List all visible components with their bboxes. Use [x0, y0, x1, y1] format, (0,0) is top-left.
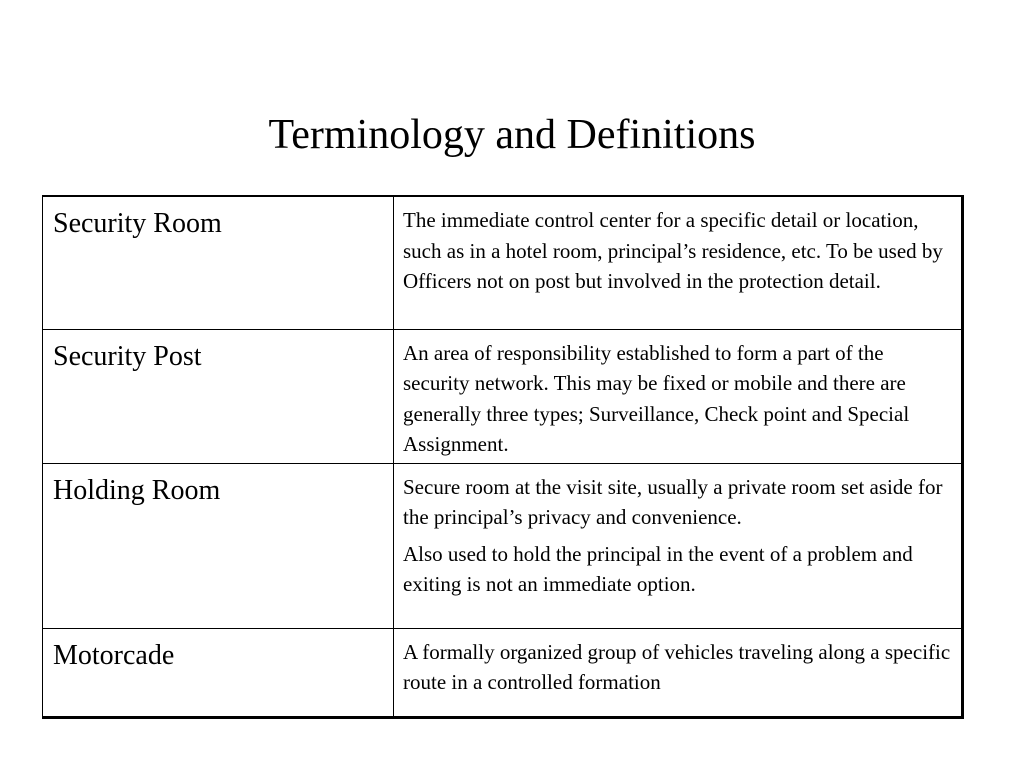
table-row	[43, 196, 963, 329]
definition-cell	[394, 463, 963, 628]
table-row	[43, 463, 963, 628]
definition-text: An area of responsibility established to form a part of the security network. This may be fixed or mobile and there are generally three types; Surveillance, Check point and Special Assignment.	[403, 340, 910, 456]
definition-cell	[394, 628, 963, 717]
definition-cell	[394, 196, 963, 329]
term-cell: Motorcade	[43, 628, 394, 717]
term-cell: Security Post	[43, 329, 394, 463]
slide-title: Terminology and Definitions	[268, 112, 756, 158]
term-cell: Security Room	[43, 196, 394, 329]
definition-text: Also used to hold the principal in the event of a problem and exiting is not an immediate option.	[403, 541, 913, 596]
terminology-table	[42, 195, 964, 719]
term-cell: Holding Room	[43, 463, 394, 628]
table-row	[43, 628, 963, 717]
definition-cell	[394, 329, 963, 463]
definition-text: The immediate control center for a specific detail or location, such as in a hotel room, principal’s residence, etc. To be used by Officers not on post but involved in the protection detail.	[403, 208, 943, 293]
table-row	[43, 329, 963, 463]
definition-text: A formally organized group of vehicles traveling along a specific route in a controlled formation	[403, 639, 951, 694]
definition-text: Secure room at the visit site, usually a private room set aside for the principal’s privacy and convenience.	[403, 474, 943, 529]
